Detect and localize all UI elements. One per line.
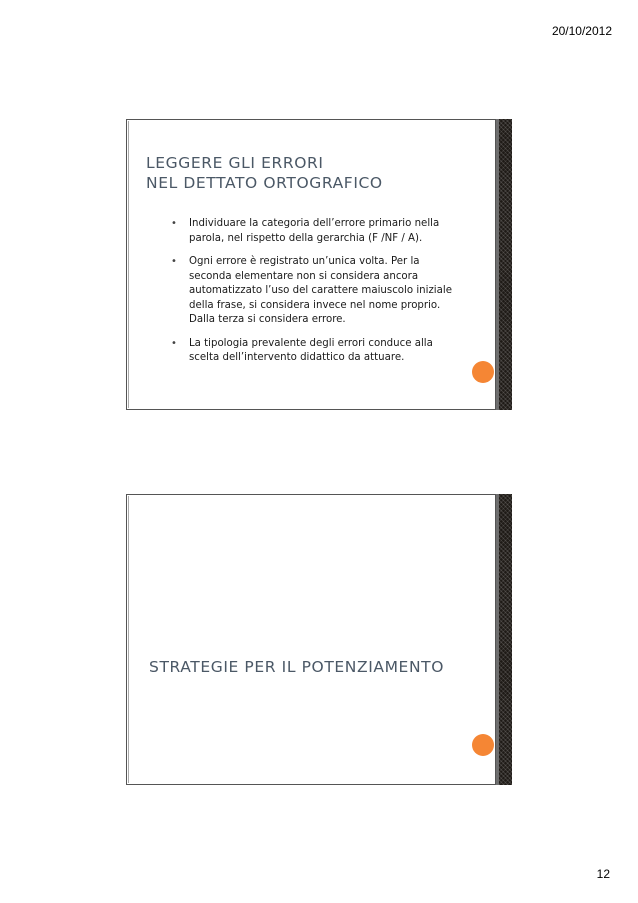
slide-frame [126, 494, 496, 785]
bullet-text-line: della frase, si considera invece nel nome proprio. [189, 299, 441, 311]
bullet-list [170, 217, 480, 375]
bullet-item [170, 255, 480, 328]
slide-inner-line [128, 496, 129, 783]
orange-circle-icon [472, 734, 494, 756]
slide-inner-line [128, 121, 129, 408]
bullet-item [170, 217, 480, 246]
slide-strategie-potenziamento [126, 494, 512, 785]
page-date: 20/10/2012 [551, 24, 612, 38]
slide-side-bar [496, 119, 512, 410]
bullet-text-line: Ogni errore è registrato un’unica volta. Per la [189, 256, 420, 267]
bullet-icon: • [171, 256, 177, 267]
section-title: STRATEGIE PER IL POTENZIAMENTO [149, 658, 445, 676]
bullet-text-line: automatizzato l’uso del carattere maiuscolo iniziale [189, 285, 452, 296]
slide-title-line: LEGGERE GLI ERRORI [146, 154, 324, 172]
slide-title-line: NEL DETTATO ORTOGRAFICO [146, 174, 383, 192]
bullet-text-line: scelta dell’intervento didattico da attuare. [189, 352, 405, 363]
orange-circle-icon [472, 361, 494, 383]
bullet-text-line: La tipologia prevalente degli errori conduce alla [189, 337, 433, 349]
bullet-text-line: parola, nel rispetto della gerarchia (F /NF / A). [189, 232, 423, 244]
slide-title [146, 153, 383, 193]
bullet-icon: • [171, 218, 177, 229]
slide-leggere-gli-errori [126, 119, 512, 410]
bullet-text-line: Individuare la categoria dell’errore primario nella [189, 218, 440, 229]
bullet-icon: • [171, 337, 177, 349]
bullet-text-line: seconda elementare non si considera ancora [189, 270, 419, 282]
bullet-text-line: Dalla terza si considera errore. [189, 314, 346, 325]
page-number: 12 [596, 867, 610, 881]
slide-side-bar [496, 494, 512, 785]
bullet-item [170, 337, 480, 366]
